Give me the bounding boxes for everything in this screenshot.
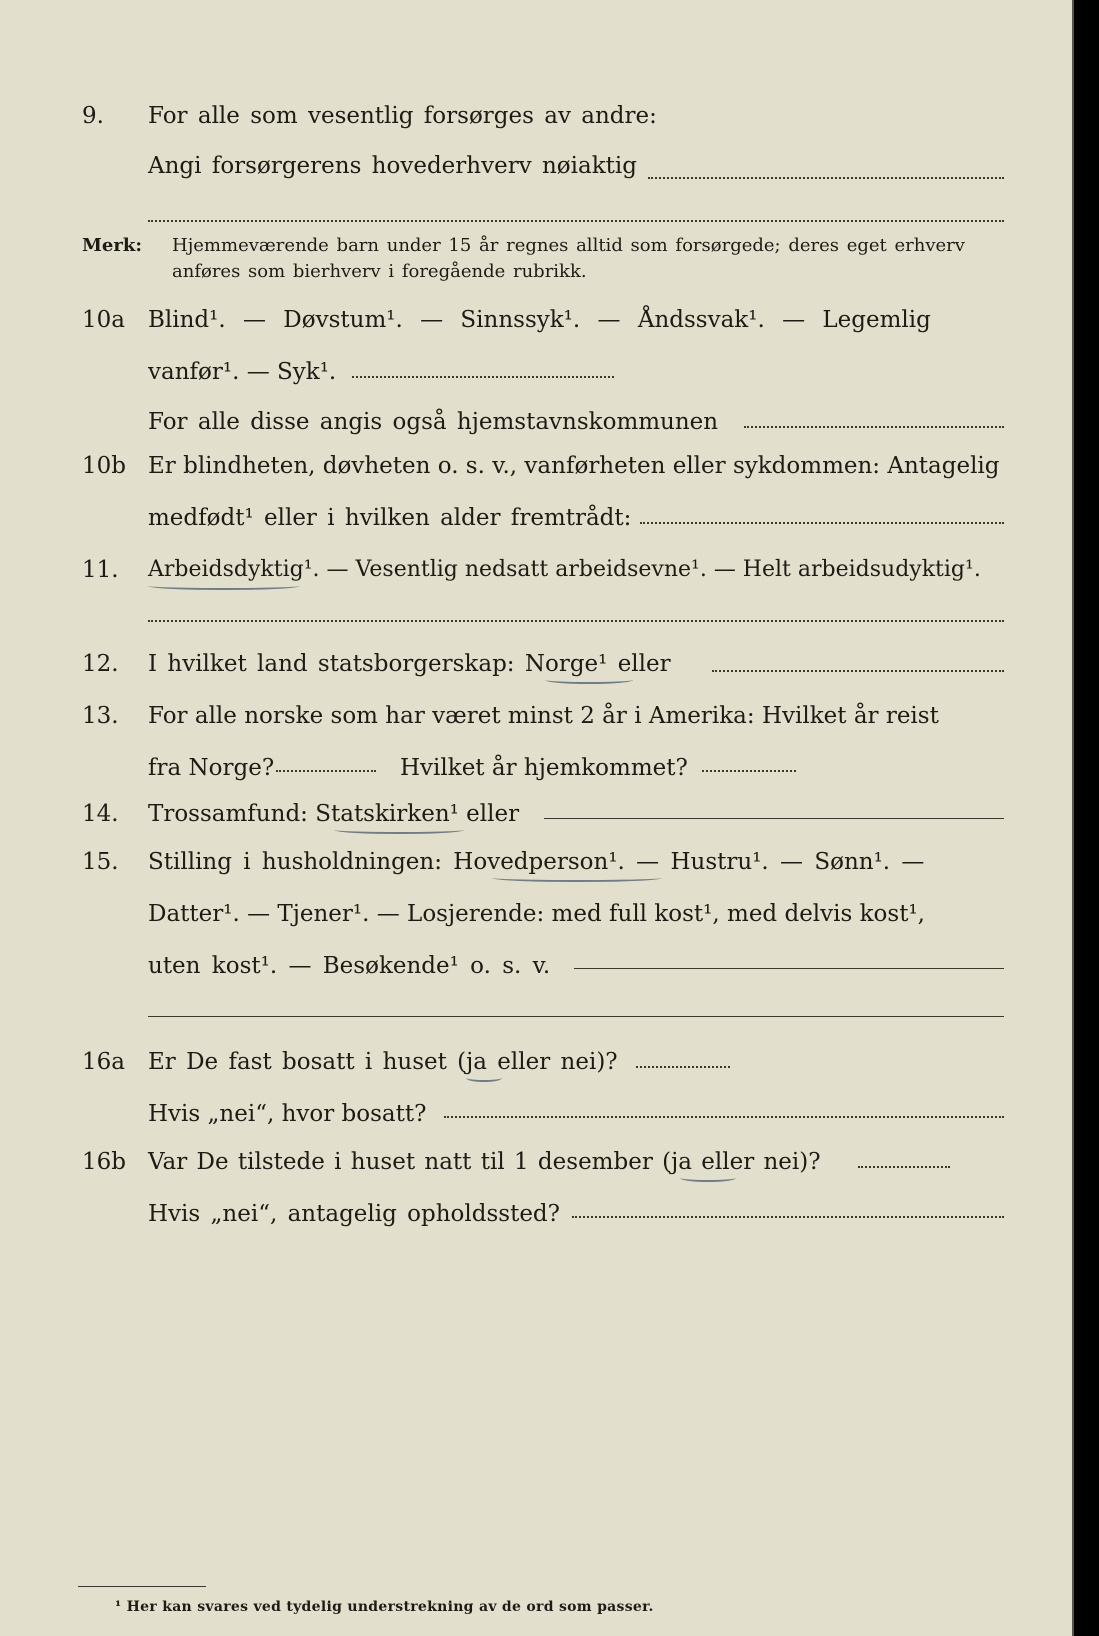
q10a-municipality-line[interactable] [744,426,1004,428]
q11-line1: Arbeidsdyktig¹. — Vesentlig nedsatt arbeidsevne¹. — Helt arbeidsudyktig¹. [148,557,981,582]
merk-label: Merk: [82,235,142,256]
q13-return-year-line[interactable] [702,770,796,772]
q9-answer-line[interactable] [648,177,1004,179]
q10b-line1: Er blindheten, døvheten o. s. v., vanførheten eller sykdommen: Antagelig [148,453,1000,479]
q16b-location-line[interactable] [572,1216,1004,1218]
q15-answer-line-2[interactable] [148,1016,1004,1017]
q9-line2: Angi forsørgerens hovederhverv nøiaktig [148,153,637,179]
q10b-line2: medfødt¹ eller i hvilken alder fremtrådt: [148,505,632,531]
q16b-answer-line[interactable] [858,1166,950,1168]
q13-departure-year-line[interactable] [276,770,376,772]
q16a-residence-line[interactable] [444,1116,1004,1118]
q16a-handwritten-underline [466,1074,502,1082]
q16b-number: 16b [82,1149,126,1175]
q11-answer-line[interactable] [148,620,1004,622]
q16b-line1: Var De tilstede i huset natt til 1 desember (ja eller nei)? [148,1149,821,1175]
q14-handwritten-underline [334,826,464,834]
q12-handwritten-underline [545,676,633,684]
q15-number: 15. [82,849,119,875]
q15-answer-line[interactable] [574,968,1004,969]
q10a-number: 10a [82,307,125,333]
q13-number: 13. [82,703,119,729]
q10b-answer-line[interactable] [640,522,1004,524]
q11-handwritten-underline [148,582,300,590]
q15-line1: Stilling i husholdningen: Hovedperson¹. — Hustru¹. — Sønn¹. — [148,849,925,875]
q11-number: 11. [82,557,119,583]
merk-line2: anføres som bierhverv i foregående rubrikk. [172,261,587,282]
q10a-line1: Blind¹. — Døvstum¹. — Sinnssyk¹. — Åndssvak¹. — Legemlig [148,307,931,333]
q13-line2b: Hvilket år hjemkommet? [400,755,688,781]
q16a-line2: Hvis „nei“, hvor bosatt? [148,1101,427,1127]
q10a-answer-line[interactable] [352,376,614,378]
q16a-number: 16a [82,1049,125,1075]
footnote-rule [78,1586,206,1587]
q14-answer-line[interactable] [544,818,1004,819]
q14-line1: Trossamfund: Statskirken¹ eller [148,801,520,827]
q15-line2: Datter¹. — Tjener¹. — Losjerende: med full kost¹, med delvis kost¹, [148,901,925,927]
q10a-line2: vanfør¹. — Syk¹. [148,359,337,385]
q15-handwritten-underline [492,874,662,882]
q9-answer-line-2[interactable] [148,220,1004,222]
q13-line1: For alle norske som har været minst 2 år i Amerika: Hvilket år reist [148,703,939,729]
q16a-line1: Er De fast bosatt i huset (ja eller nei)? [148,1049,618,1075]
q9-line1: For alle som vesentlig forsørges av andre: [148,103,657,129]
q14-number: 14. [82,801,119,827]
q16b-line2: Hvis „nei“, antagelig opholdssted? [148,1201,560,1227]
q12-answer-line[interactable] [712,670,1004,672]
q12-line1: I hvilket land statsborgerskap: Norge¹ eller [148,651,671,677]
q10a-line3: For alle disse angis også hjemstavnskommunen [148,409,719,435]
merk-line1: Hjemmeværende barn under 15 år regnes alltid som forsørgede; deres eget erhverv [172,235,965,256]
q9-number: 9. [82,103,104,129]
q12-number: 12. [82,651,119,677]
q16a-answer-line[interactable] [636,1066,730,1068]
q13-line2a: fra Norge? [148,755,275,781]
footnote: ¹ Her kan svares ved tydelig understrekning av de ord som passer. [115,1599,654,1615]
q16b-handwritten-underline [680,1174,736,1182]
q10b-number: 10b [82,453,126,479]
q15-line3: uten kost¹. — Besøkende¹ o. s. v. [148,953,551,979]
